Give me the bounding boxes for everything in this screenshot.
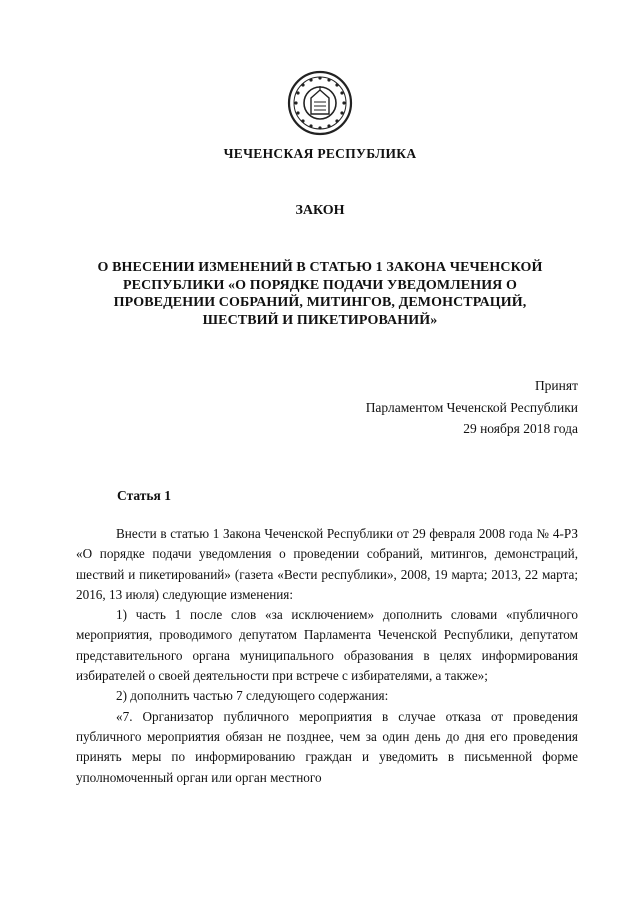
amendment-item-1: 1) часть 1 после слов «за исключением» дополнить словами «публичного мероприятия, проводимого депутатом Парламента Чеченской Республики, депутатом представительного органа муниципального образования в целях информирования избирателей о своей деятельности при встрече с избирателями, а также»;: [76, 607, 578, 684]
adoption-status: Принят: [534, 378, 578, 393]
law-title-line: ШЕСТВИЙ И ПИКЕТИРОВАНИЙ»: [202, 312, 438, 328]
amendment-item-2-text: «7. Организатор публичного мероприятия в случае отказа от проведения публичного мероприятия обязан не позднее, чем за один день до дня его проведения принять меры по информированию граждан и уведомить в письменной форме уполномоченный орган или орган местного: [76, 708, 578, 785]
adoption-date: 29 ноября 2018 года: [463, 421, 578, 436]
article-heading: Статья 1: [117, 488, 171, 503]
adoption-block: [366, 375, 578, 440]
coat-of-arms-seal-icon: [287, 70, 353, 136]
republic-heading: ЧЕЧЕНСКАЯ РЕСПУБЛИКА: [223, 146, 417, 161]
document-type: ЗАКОН: [295, 203, 345, 218]
law-title-line: ПРОВЕДЕНИИ СОБРАНИЙ, МИТИНГОВ, ДЕМОНСТРАЦИЙ,: [113, 295, 527, 310]
adoption-body: Парламентом Чеченской Республики: [365, 399, 578, 415]
law-title: [60, 259, 580, 329]
amendment-item-2: 2) дополнить частью 7 следующего содержания:: [116, 688, 389, 704]
article-intro-paragraph: Внести в статью 1 Закона Чеченской Республики от 29 февраля 2008 года № 4-РЗ «О порядке подачи уведомления о проведении собраний, митингов, демонстраций, шествий и пикетирований» (газета «Вести республики», 2008, 19 марта; 2013, 22 марта; 2016, 13 июля) следующие изменения:: [76, 526, 578, 602]
article-body: [76, 524, 578, 788]
law-title-line: О ВНЕСЕНИИ ИЗМЕНЕНИЙ В СТАТЬЮ 1 ЗАКОНА ЧЕЧЕНСКОЙ: [97, 260, 543, 275]
law-title-line: РЕСПУБЛИКИ «О ПОРЯДКЕ ПОДАЧИ УВЕДОМЛЕНИЯ О: [123, 277, 517, 293]
